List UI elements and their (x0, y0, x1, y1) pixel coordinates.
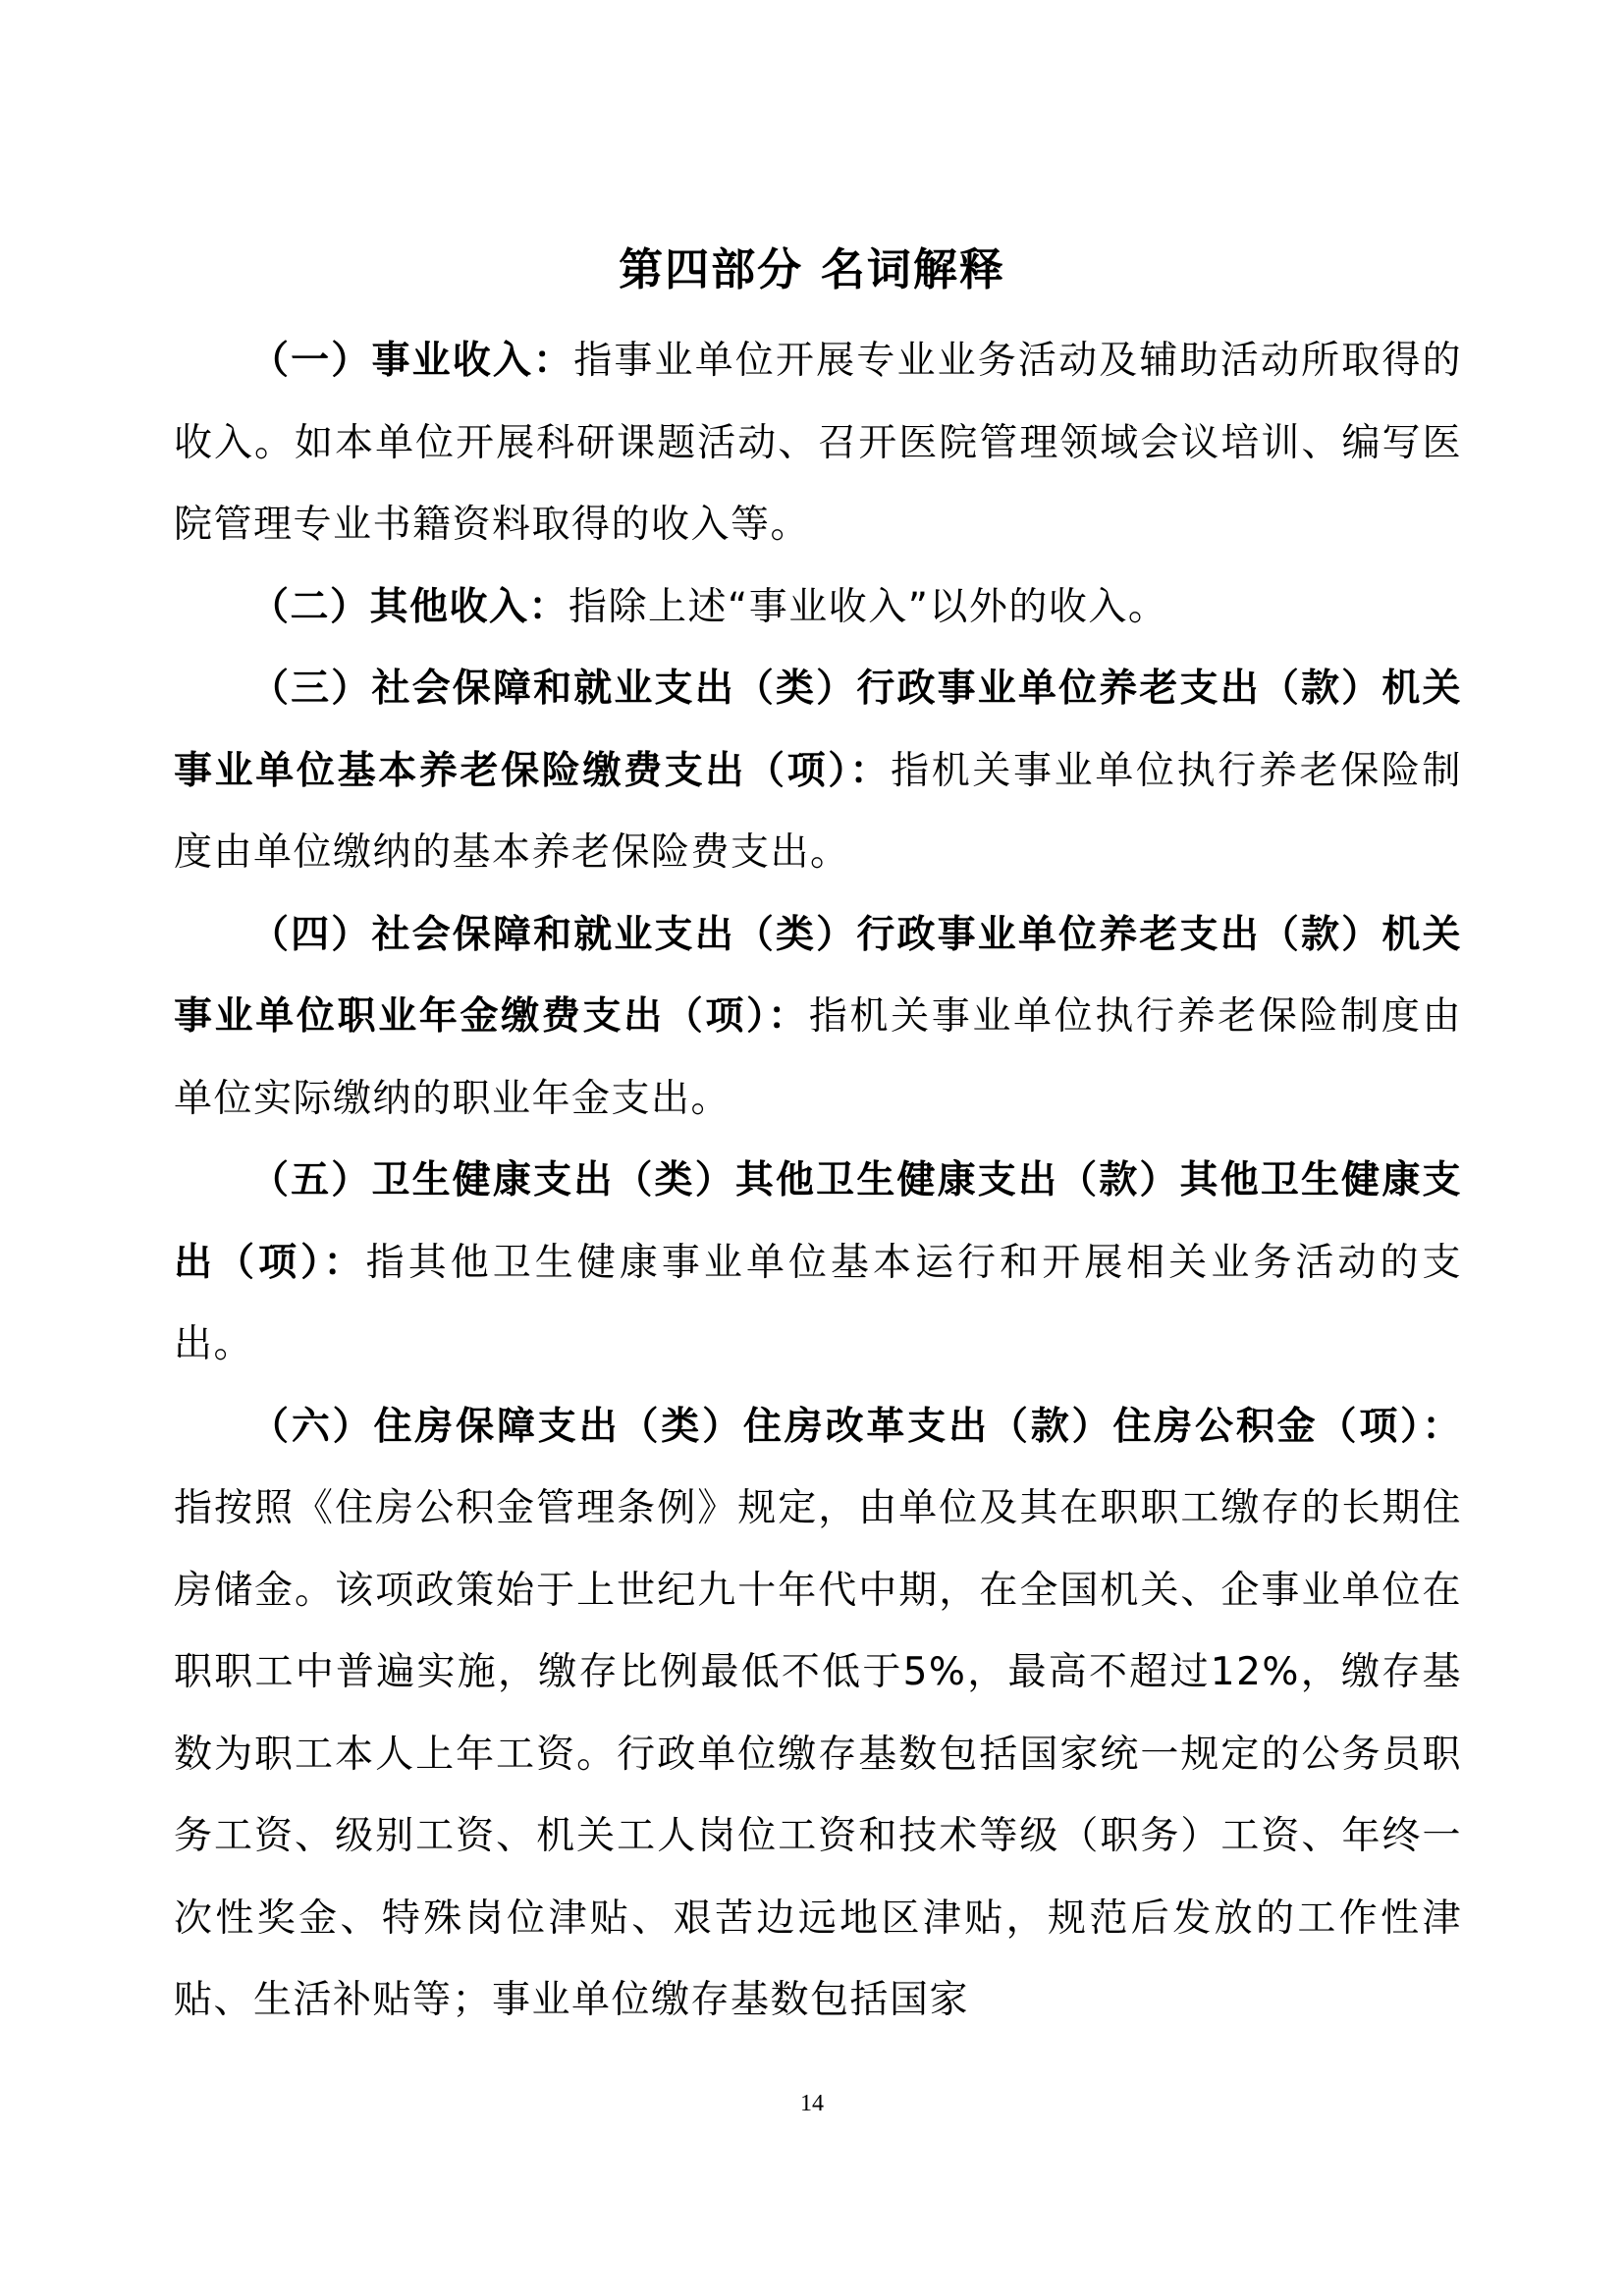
term-heading: （一）事业收入： (250, 339, 574, 383)
term-definition: 指其他卫生健康事业单位基本运行和开展相关业务活动的支出。 (174, 1240, 1462, 1366)
paragraph-housing-fund (174, 1386, 1462, 2042)
page-title: 第四部分 名词解释 (619, 243, 1005, 295)
paragraph-other-health (174, 1140, 1462, 1386)
term-heading: （二）其他收入： (250, 584, 569, 629)
page-number: 14 (800, 2091, 824, 2116)
document-body (174, 320, 1462, 2042)
term-heading: （五）卫生健康支出（类）其他卫生健康支出（款）其他卫生健康支出（项）： (174, 1158, 1462, 1285)
paragraph-basic-pension (174, 648, 1462, 894)
term-definition: 指事业单位开展专业业务活动及辅助活动所取得的收入。如本单位开展科研课题活动、召开医院管理领域会议培训、编写医院管理专业书籍资料取得的收入等。 (174, 339, 1462, 547)
term-heading: （三）社会保障和就业支出（类）行政事业单位养老支出（款）机关事业单位基本养老保险缴费支出（项）： (174, 667, 1462, 793)
paragraph-business-income (174, 320, 1462, 566)
term-definition: 指机关事业单位执行养老保险制度由单位实际缴纳的职业年金支出。 (174, 994, 1462, 1121)
term-definition: 指按照《住房公积金管理条例》规定，由单位及其在职职工缴存的长期住房储金。该项政策始于上世纪九十年代中期，在全国机关、企事业单位在职职工中普遍实施，缴存比例最低不低于5%，最高不超过12%，缴存基数为职工本人上年工资。行政单位缴存基数包括国家统一规定的公务员职务工资、级别工资、机关工人岗位工资和技术等级（职务）工资、年终一次性奖金、特殊岗位津贴、艰苦边远地区津贴，规范后发放的工作性津贴、生活补贴等；事业单位缴存基数包括国家 (174, 1486, 1462, 2022)
term-heading: （四）社会保障和就业支出（类）行政事业单位养老支出（款）机关事业单位职业年金缴费支出（项）： (174, 912, 1462, 1039)
paragraph-other-income (174, 566, 1462, 649)
term-definition: 指机关事业单位执行养老保险制度由单位缴纳的基本养老保险费支出。 (174, 748, 1462, 875)
term-heading: （六）住房保障支出（类）住房改革支出（款）住房公积金（项）： (250, 1404, 1462, 1449)
paragraph-occupational-annuity (174, 894, 1462, 1141)
term-definition: 指除上述“事业收入”以外的收入。 (568, 584, 1168, 629)
